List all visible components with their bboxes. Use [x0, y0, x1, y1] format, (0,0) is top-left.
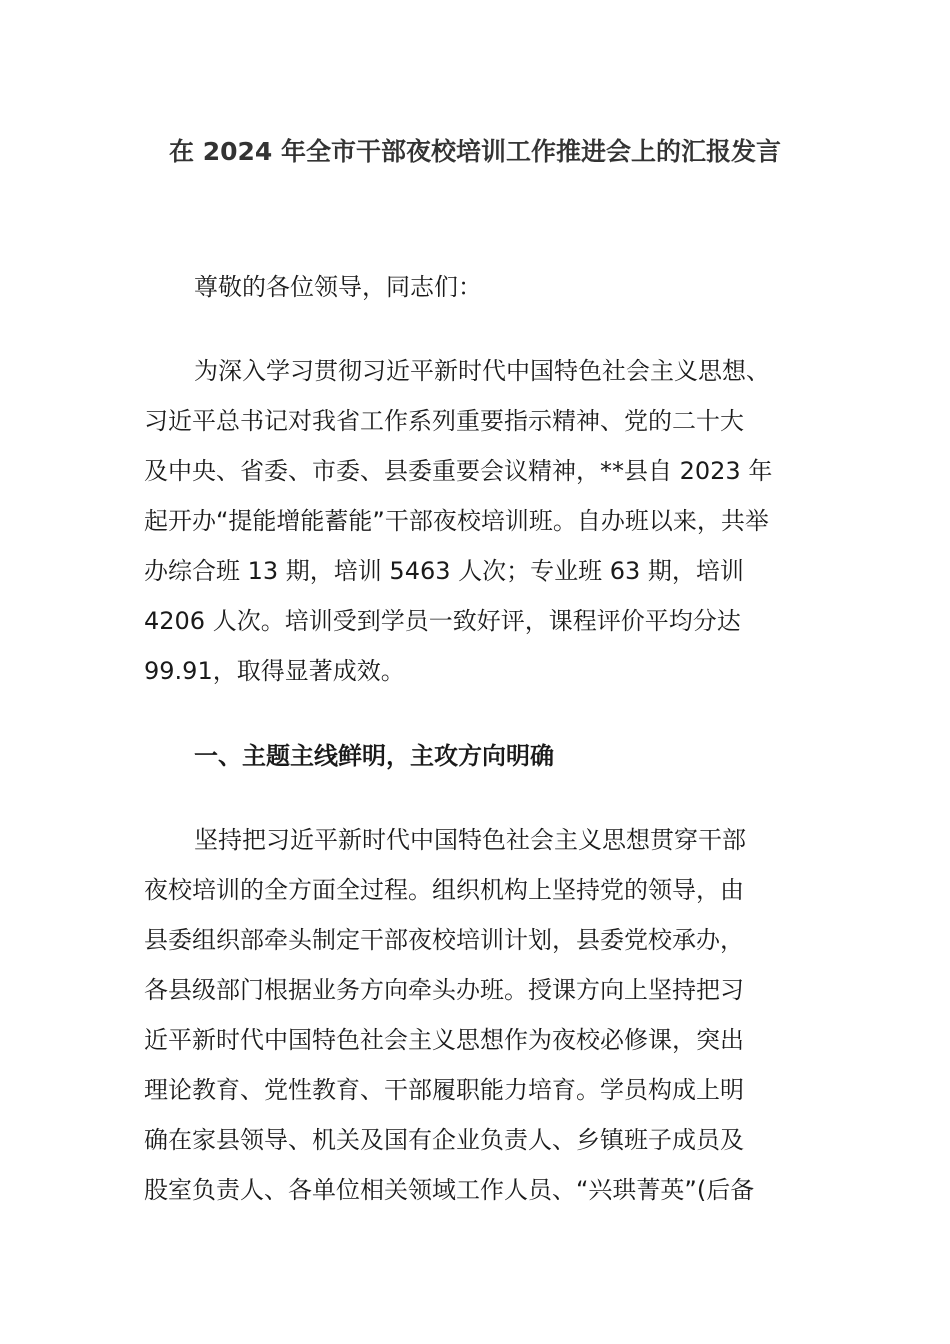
salutation: 尊敬的各位领导，同志们：	[194, 273, 482, 301]
paragraph-line: 股室负责人、各单位相关领域工作人员、“兴珙菁英”(后备	[144, 1176, 755, 1204]
paragraph-section1	[144, 815, 814, 1215]
document-title: 在 2024 年全市干部夜校培训工作推进会上的汇报发言	[169, 137, 781, 166]
paragraph-line: 及中央、省委、市委、县委重要会议精神，**县自 2023 年	[144, 457, 773, 485]
paragraph-line: 坚持把习近平新时代中国特色社会主义思想贯穿干部	[194, 826, 746, 854]
paragraph-line: 99.91，取得显著成效。	[144, 657, 405, 685]
paragraph-line: 4206 人次。培训受到学员一致好评，课程评价平均分达	[144, 607, 741, 635]
paragraph-line: 近平新时代中国特色社会主义思想作为夜校必修课，突出	[144, 1026, 744, 1054]
paragraph-line: 县委组织部牵头制定干部夜校培训计划，县委党校承办，	[144, 926, 744, 954]
paragraph-line: 确在家县领导、机关及国有企业负责人、乡镇班子成员及	[144, 1126, 744, 1154]
paragraph-line: 为深入学习贯彻习近平新时代中国特色社会主义思想、	[194, 357, 770, 385]
paragraph-line: 理论教育、党性教育、干部履职能力培育。学员构成上明	[144, 1076, 744, 1104]
section-heading: 一、主题主线鲜明，主攻方向明确	[194, 742, 554, 770]
paragraph-line: 习近平总书记对我省工作系列重要指示精神、党的二十大	[144, 407, 744, 435]
paragraph-line: 各县级部门根据业务方向牵头办班。授课方向上坚持把习	[144, 976, 744, 1004]
paragraph-line: 办综合班 13 期，培训 5463 人次；专业班 63 期，培训	[144, 557, 744, 585]
paragraph-line: 夜校培训的全方面全过程。组织机构上坚持党的领导，由	[144, 876, 744, 904]
paragraph-intro	[144, 346, 814, 696]
paragraph-line: 起开办“提能增能蓄能”干部夜校培训班。自办班以来，共举	[144, 507, 769, 535]
